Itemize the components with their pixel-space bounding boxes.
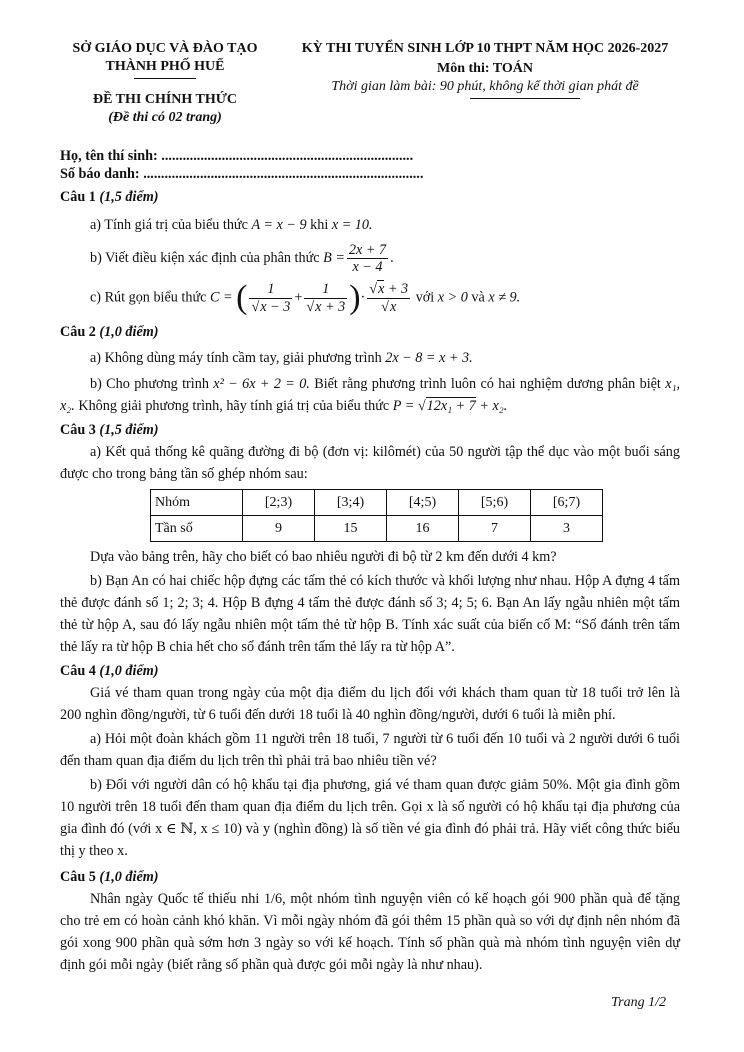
- question-2-heading: [60, 321, 680, 343]
- q3-part-a: a) Kết quả thống kê quãng đường đi bộ (đơn vị: kilômét) của 50 người tập thể dục vào một buổi sáng được cho trong bảng tần số ghép nhóm sau:: [60, 444, 680, 483]
- sqrt-content: x: [378, 281, 385, 298]
- q1-c-frac1: [249, 281, 292, 315]
- q2-b-P: P =: [392, 398, 415, 415]
- sqrt-content: x: [389, 298, 397, 315]
- question-3-heading: [60, 419, 680, 441]
- fraction-numerator: √x + 3: [369, 281, 409, 298]
- question-title: Câu 4: [60, 663, 96, 680]
- question-title: Câu 2: [60, 324, 96, 341]
- id-field: Số báo danh: ...............................................................................: [60, 166, 424, 183]
- den-rest: − 3: [266, 298, 291, 315]
- table-cell: 16: [387, 516, 459, 542]
- q1-c-and: và: [471, 289, 485, 306]
- question-1-heading: [60, 186, 680, 208]
- q4-part-b: b) Đối với người dân có hộ khẩu tại địa phương, giá vé tham quan được giảm 50%. Một gia đình gồm 10 người trên 18 tuổi đến tham quan địa điểm du lịch trên. Gọi x là số người có hộ khẩu tại địa phương của gia đình đó (với x ∈ ℕ, x ≤ 10) và y (nghìn đồng) là số tiền vé gia đình đó phải trả. Hãy viết công thức biểu thị y theo x.: [60, 777, 680, 860]
- q4-part-a: a) Hỏi một đoàn khách gồm 11 người trên 18 tuổi, 7 người từ 6 tuổi đến 10 tuổi và 2 người dưới 6 tuổi đến tham quan địa điểm du lịch trên thì phải trả bao nhiêu tiền vé?: [60, 731, 680, 770]
- q1-c-frac2: [304, 281, 347, 315]
- q1-b-lhs: B =: [323, 249, 345, 266]
- q1-c-lhs: C =: [209, 289, 233, 306]
- q2-b-text3: Không giải phương trình, hãy tính giá trị của biểu thức: [78, 398, 390, 415]
- den-rest: + 3: [321, 298, 346, 315]
- table-cell: 3: [531, 516, 603, 542]
- q2-b-roots: x₁, x₂.: [60, 376, 681, 415]
- q2-b-sqrt: √12x₁ + 7: [417, 398, 476, 415]
- q2-a-text: a) Không dùng máy tính cầm tay, giải phương trình: [90, 350, 382, 367]
- q1-c-frac3: [367, 281, 410, 315]
- fraction-numerator: 2x + 7: [348, 241, 387, 258]
- time-limit: Thời gian làm bài: 90 phút, không kể thời gian phát đề: [331, 78, 639, 94]
- q1-a-text: a) Tính giá trị của biểu thức: [90, 216, 248, 233]
- table-cell: [2;3): [243, 490, 315, 516]
- table-cell: [4;5): [387, 490, 459, 516]
- exam-title: KỲ THI TUYỂN SINH LỚP 10 THPT NĂM HỌC 2026-2027: [301, 41, 669, 56]
- candidate-fields: [60, 147, 680, 184]
- q2-b-eq: x² − 6x + 2 = 0.: [213, 376, 310, 393]
- subject: Môn thi: TOÁN: [437, 60, 533, 76]
- question-score: (1,0 điểm): [99, 869, 159, 886]
- page-number: Trang 1/2: [611, 995, 666, 1010]
- table-cell: [5;6): [459, 490, 531, 516]
- dept-line2: THÀNH PHỐ HUẾ: [105, 58, 225, 74]
- table-row: [151, 516, 603, 542]
- q4-intro: Giá vé tham quan trong ngày của một địa điểm du lịch đối với khách tham quan từ 18 tuổi trở lên là 200 nghìn đồng/người, từ 6 tuổi đến dưới 18 tuổi là 40 nghìn đồng/người, dưới 6 tuổi là miễn phí.: [60, 685, 680, 724]
- question-4-heading: [60, 660, 680, 682]
- question-score: (1,5 điểm): [99, 422, 159, 439]
- sqrt-content: 12x₁ + 7: [426, 398, 476, 415]
- dept-line1: SỞ GIÁO DỤC VÀ ĐÀO TẠO: [72, 41, 258, 56]
- fraction-denominator: √x − 3: [251, 298, 291, 315]
- q1-part-a: [60, 214, 680, 236]
- fraction-numerator: 1: [249, 281, 292, 298]
- table-cell: [3;4): [315, 490, 387, 516]
- fraction-numerator: 1: [304, 281, 347, 298]
- q2-part-b: [60, 373, 680, 417]
- question-score: (1,0 điểm): [99, 324, 159, 341]
- q2-a-expr: 2x − 8 = x + 3.: [385, 350, 473, 367]
- frequency-table: [150, 489, 603, 542]
- q3-a-question: Dựa vào bảng trên, hãy cho biết có bao nhiêu người đi bộ từ 2 km đến dưới 4 km?: [90, 549, 557, 566]
- fraction-denominator: √x: [381, 298, 397, 315]
- right-paren: ): [349, 279, 361, 317]
- sqrt-content: x: [315, 298, 322, 315]
- table-row: [151, 490, 603, 516]
- q1-a-when: khi: [310, 216, 329, 233]
- q3-part-b: b) Bạn An có hai chiếc hộp đựng các tấm thẻ có kích thước và khối lượng như nhau. Hộp A đựng 4 tấm thẻ được đánh số 1; 2; 3; 4. Hộp B đựng 4 tấm thẻ được đánh số 3; 4; 5; 6. Bạn An lấy ngẫu nhiên một tấm thẻ từ hộp A, sau đó lấy ngẫu nhiên một tấm thẻ từ hộp B. Tính xác suất của biến cố M: “Số đánh trên tấm thẻ lấy ra từ hộp B chia hết cho số đánh trên tấm thẻ lấy ra từ hộp A”.: [60, 573, 680, 656]
- question-5-heading: [60, 866, 680, 888]
- q1-c-cond2: x ≠ 9.: [488, 289, 521, 306]
- question-title: Câu 5: [60, 869, 96, 886]
- table-row-label: Tần số: [151, 516, 243, 542]
- q1-b-text: b) Viết điều kiện xác định của phân thức: [90, 249, 320, 266]
- q1-a-val: x = 10.: [331, 216, 373, 233]
- table-cell: [6;7): [531, 490, 603, 516]
- question-score: (1,5 điểm): [99, 188, 159, 205]
- question-score: (1,0 điểm): [99, 663, 159, 680]
- page-count: (Đề thi có 02 trang): [108, 109, 222, 125]
- divider: [134, 78, 196, 79]
- q1-c-text: c) Rút gọn biểu thức: [90, 289, 207, 306]
- table-cell: 9: [243, 516, 315, 542]
- header-left: [60, 40, 270, 127]
- table-row-label: Nhóm: [151, 490, 243, 516]
- table-cell: 15: [315, 516, 387, 542]
- q1-part-b: b) Viết điều kiện xác định của phân thức B = $\frac{2x + 7}{x - 4}$ .: [90, 241, 394, 275]
- q2-b-text1: b) Cho phương trình: [90, 376, 209, 393]
- q1-a-expr: A = x − 9: [251, 216, 307, 233]
- fraction-denominator: √x + 3: [306, 298, 346, 315]
- q1-b-fraction: [347, 242, 388, 276]
- q2-b-tail: + x₂.: [475, 398, 508, 415]
- q1-part-c: c) Rút gọn biểu thức C = ( $\frac{1}{√x - 3}$ + $\frac{1}{√x + 3}$ )· $\frac{√x + 3}{√x}$ với x > 0 và x ≠ 9.: [90, 279, 521, 317]
- divider: [470, 98, 580, 99]
- sqrt-content: x: [260, 298, 267, 315]
- q1-c-with: với: [415, 289, 435, 306]
- left-paren: (: [236, 279, 248, 317]
- q5-text: Nhân ngày Quốc tế thiếu nhi 1/6, một nhóm tình nguyện viên có kế hoạch gói 900 phần quà để tặng cho trẻ em có hoàn cảnh khó khăn. Vì mỗi ngày nhóm đã gói thêm 15 phần quà so với dự định nên nhóm đã gói xong 900 phần quà sớm hơn 3 ngày so với kế hoạch. Tính số phần quà mà nhóm tình nguyện viên dự định gói mỗi ngày (biết rằng số phần quà được gói mỗi ngày là như nhau).: [60, 891, 680, 974]
- header: [60, 40, 680, 127]
- header-right: [290, 40, 680, 127]
- q2-part-a: [60, 347, 680, 369]
- question-title: Câu 1: [60, 188, 96, 205]
- num-rest: + 3: [384, 281, 409, 298]
- q1-c-cond1: x > 0: [437, 289, 468, 306]
- name-field: Họ, tên thí sinh: .......................................................................: [60, 147, 414, 164]
- fraction-denominator: x − 4: [352, 258, 383, 275]
- table-cell: 7: [459, 516, 531, 542]
- question-title: Câu 3: [60, 422, 96, 439]
- official-label: ĐỀ THI CHÍNH THỨC: [92, 91, 238, 107]
- q2-b-text2: Biết rằng phương trình luôn có hai nghiệm dương phân biệt: [314, 376, 661, 393]
